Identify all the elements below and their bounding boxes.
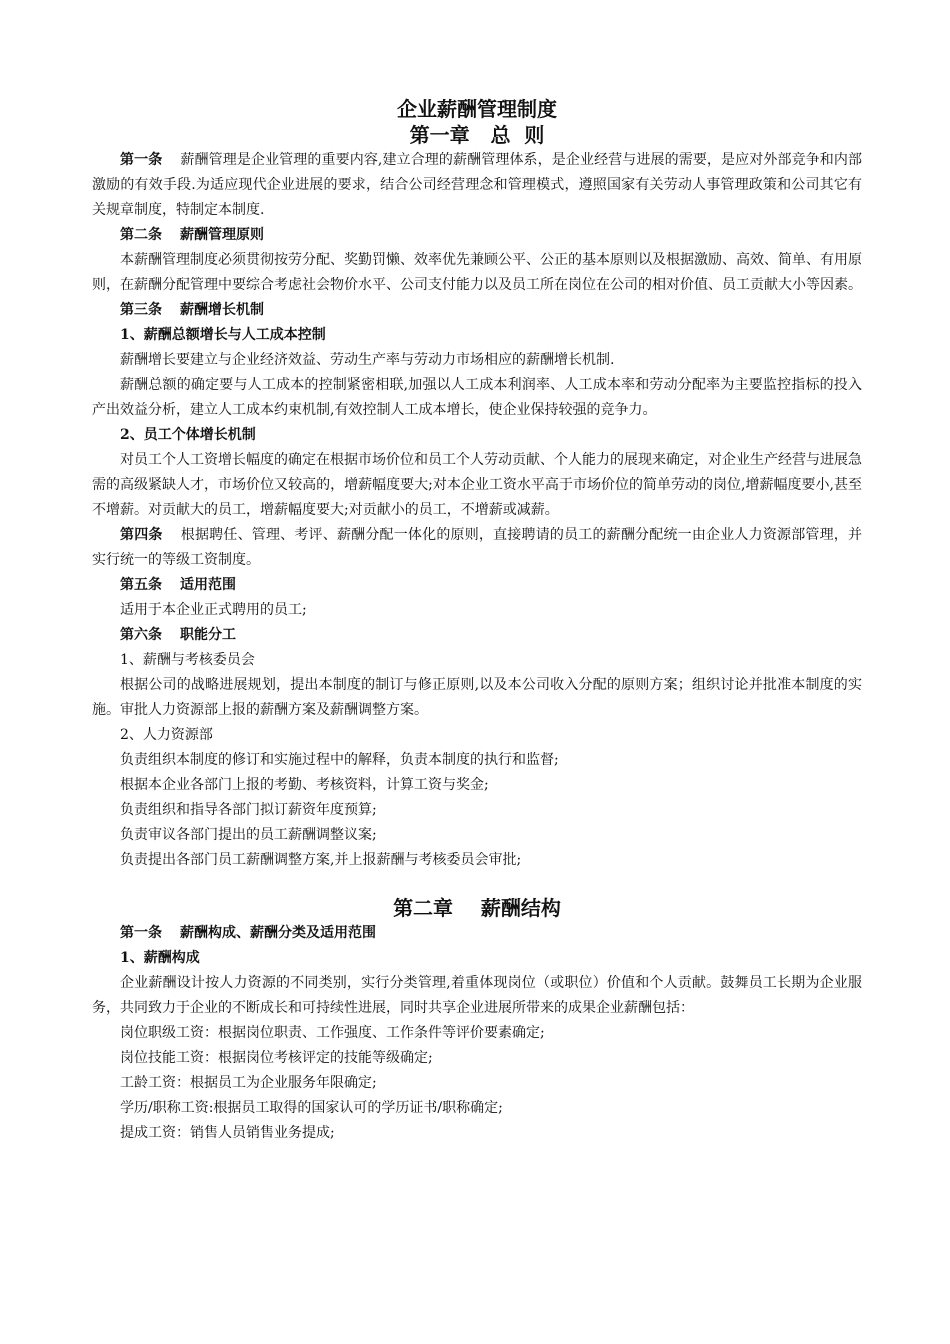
chapter-2-article-1-label: 第一条 bbox=[120, 925, 162, 941]
article-2-text: 本薪酬管理制度必须贯彻按劳分配、奖勤罚懒、效率优先兼顾公平、公正的基本原则以及根据激励、高效、简单、有用原则，在薪酬分配管理中要综合考虑社会物价水平、公司支付能力以及员工所在岗位在公司的相对价值、员工贡献大小等因素。 bbox=[92, 252, 862, 293]
article-2-title: 薪酬管理原则 bbox=[180, 227, 264, 243]
chapter-1-title: 第一章 总 则 bbox=[409, 123, 545, 147]
salary-component-item: 提成工资：销售人员销售业务提成; bbox=[120, 1125, 335, 1141]
chapter-2-article-1-heading bbox=[92, 921, 862, 946]
article-6-title: 职能分工 bbox=[180, 627, 236, 643]
article-5-label: 第五条 bbox=[120, 577, 162, 593]
salary-component-item: 学历/职称工资:根据员工取得的国家认可的学历证书/职称确定; bbox=[120, 1100, 503, 1116]
article-2-heading bbox=[92, 223, 862, 248]
article-1-text: 薪酬管理是企业管理的重要内容,建立合理的薪酬管理体系，是企业经营与进展的需要，是应对外部竞争和内部激励的有效手段.为适应现代企业进展的要求，结合公司经营理念和管理模式，遵照国家有关劳动人事管理政策和公司其它有关规章制度，特制定本制度. bbox=[92, 152, 863, 218]
article-6-heading bbox=[92, 623, 862, 648]
article-3-subheading-1: 1、薪酬总额增长与人工成本控制 bbox=[120, 327, 326, 343]
salary-component-item: 岗位技能工资：根据岗位考核评定的技能等级确定; bbox=[120, 1050, 433, 1066]
chapter-2-article-1-title: 薪酬构成、薪酬分类及适用范围 bbox=[180, 925, 376, 941]
article-2-label: 第二条 bbox=[120, 227, 162, 243]
salary-component-item: 岗位职级工资：根据岗位职责、工作强度、工作条件等评价要素确定; bbox=[120, 1025, 545, 1041]
article-4-text: 根据聘任、管理、考评、薪酬分配一体化的原则，直接聘请的员工的薪酬分配统一由企业人力资源部管理，并实行统一的等级工资制度。 bbox=[92, 527, 863, 568]
article-3-label: 第三条 bbox=[120, 302, 162, 318]
hr-duty-item: 负责提出各部门员工薪酬调整方案,并上报薪酬与考核委员会审批; bbox=[120, 852, 522, 868]
article-3-heading bbox=[92, 298, 862, 323]
article-3-title: 薪酬增长机制 bbox=[180, 302, 264, 318]
article-6-subheading-1: 1、薪酬与考核委员会 bbox=[120, 652, 255, 668]
article-5-heading bbox=[92, 573, 862, 598]
hr-duty-item: 负责组织和指导各部门拟订薪资年度预算; bbox=[120, 802, 377, 818]
article-6-label: 第六条 bbox=[120, 627, 162, 643]
article-4-label: 第四条 bbox=[120, 527, 163, 543]
document-body bbox=[92, 96, 862, 1146]
article-3-subheading-2: 2、员工个体增长机制 bbox=[120, 427, 256, 443]
document-title: 企业薪酬管理制度 bbox=[397, 97, 557, 121]
chapter-2-sub1-paragraph: 企业薪酬设计按人力资源的不同类别，实行分类管理,着重体现岗位（或职位）价值和个人贡献。鼓舞员工长期为企业服务，共同致力于企业的不断成长和可持续性进展，同时共享企业进展所带来的成果企业薪酬包括： bbox=[92, 975, 862, 1016]
article-3-sub2-paragraph-1: 对员工个人工资增长幅度的确定在根据市场价位和员工个人劳动贡献、个人能力的展现来确定，对企业生产经营与进展急需的高级紧缺人才，市场价位又较高的，增薪幅度要大;对本企业工资水平高于市场价位的简单劳动的岗位,增薪幅度要小,甚至不增薪。对贡献大的员工，增薪幅度要大;对贡献小的员工，不增薪或减薪。 bbox=[92, 452, 862, 518]
article-6-subheading-2: 2、人力资源部 bbox=[120, 727, 213, 743]
article-6-sub1-paragraph: 根据公司的战略进展规划，提出本制度的制订与修正原则,以及本公司收入分配的原则方案；组织讨论并批准本制度的实施。审批人力资源部上报的薪酬方案及薪酬调整方案。 bbox=[92, 677, 862, 718]
hr-duty-item: 根据本企业各部门上报的考勤、考核资料，计算工资与奖金; bbox=[120, 777, 489, 793]
article-1-label: 第一条 bbox=[120, 152, 163, 168]
hr-duty-item: 负责审议各部门提出的员工薪酬调整议案; bbox=[120, 827, 377, 843]
chapter-2-subheading-1: 1、薪酬构成 bbox=[120, 950, 200, 966]
article-1-paragraph bbox=[92, 148, 862, 223]
article-5-title: 适用范围 bbox=[180, 577, 236, 593]
article-5-text: 适用于本企业正式聘用的员工; bbox=[120, 602, 307, 618]
chapter-2-title: 第二章 薪酬结构 bbox=[393, 896, 561, 920]
salary-component-item: 工龄工资：根据员工为企业服务年限确定; bbox=[120, 1075, 377, 1091]
article-4-paragraph bbox=[92, 523, 862, 573]
article-3-sub1-paragraph-2: 薪酬总额的确定要与人工成本的控制紧密相联,加强以人工成本利润率、人工成本率和劳动分配率为主要监控指标的投入产出效益分析，建立人工成本约束机制,有效控制人工成本增长，使企业保持较强的竞争力。 bbox=[92, 377, 862, 418]
hr-duty-item: 负责组织本制度的修订和实施过程中的解释，负责本制度的执行和监督; bbox=[120, 752, 559, 768]
article-3-sub1-paragraph-1: 薪酬增长要建立与企业经济效益、劳动生产率与劳动力市场相应的薪酬增长机制. bbox=[120, 352, 615, 368]
